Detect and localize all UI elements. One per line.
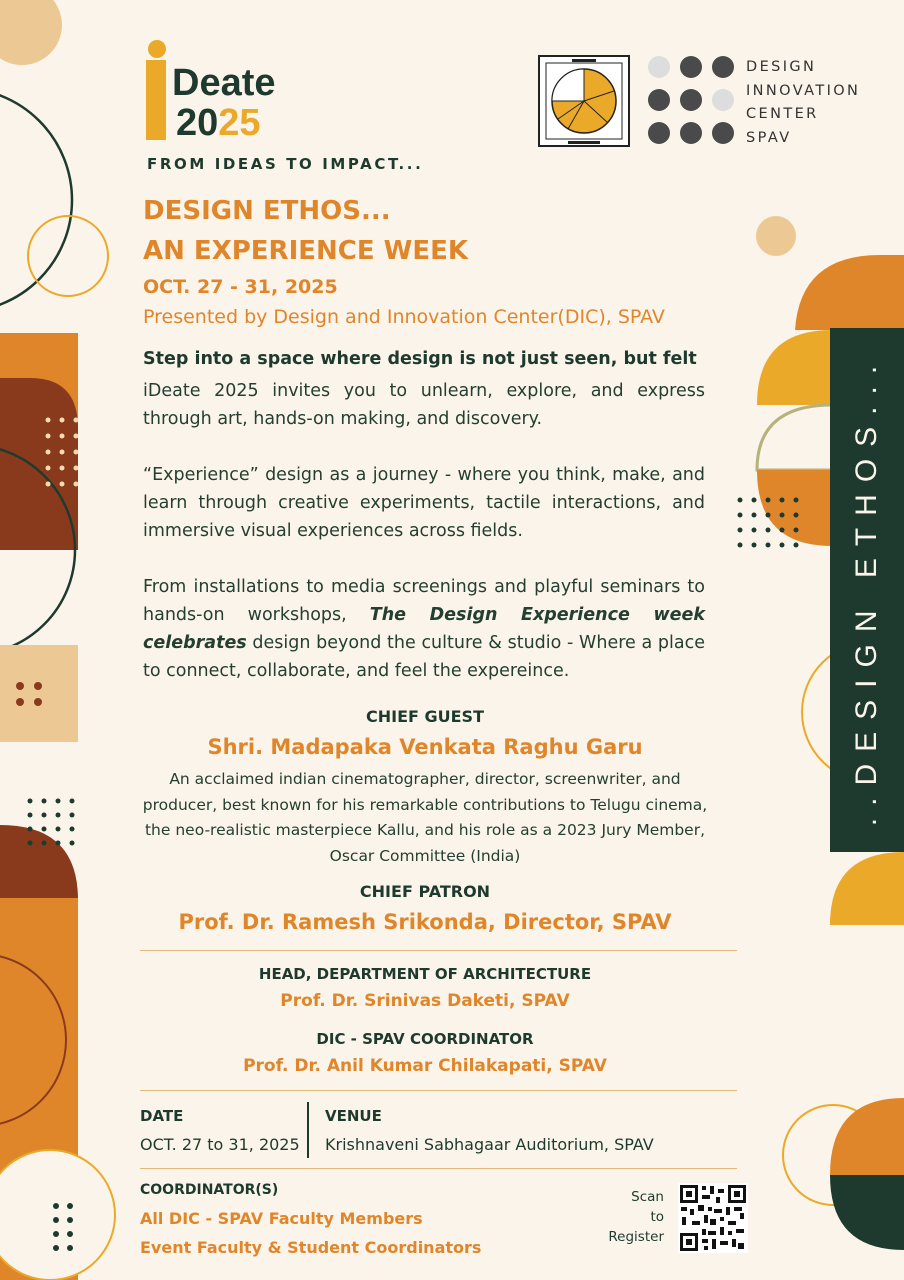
- scan-text: [600, 1187, 664, 1247]
- divider-3: [140, 1168, 737, 1169]
- heading-line-1: DESIGN ETHOS...: [143, 196, 391, 226]
- dic-dots-icon: [645, 55, 740, 147]
- scan-line-2: to: [650, 1209, 664, 1225]
- intro-paragraph-1: iDeate 2025 invites you to unlearn, explore, and express through art, hands-on making, and discovery.: [143, 381, 705, 429]
- decor-dots-right: [735, 495, 805, 550]
- tagline: FROM IDEAS TO IMPACT...: [147, 155, 424, 173]
- spav-emblem-icon: [538, 55, 630, 147]
- ideate-logo: [146, 40, 346, 150]
- decor-dots-left-2: [24, 795, 84, 850]
- vertical-banner: [830, 328, 904, 852]
- scan-line-3: Register: [608, 1229, 664, 1245]
- dic-line-1: DESIGN: [746, 59, 817, 75]
- date-value: OCT. 27 to 31, 2025: [140, 1135, 300, 1154]
- logo-year-prefix: 20: [176, 102, 219, 144]
- chief-guest-bio: An acclaimed indian cinematographer, director, screenwriter, and producer, best known for his remarkable contributions to Telugu cinema, the neo-realistic masterpiece Kallu, and his role as a 2023 Jury Member, Oscar Committee (India): [142, 770, 708, 865]
- decor-dots-left: [40, 410, 80, 500]
- p3-italic: The Design Experience week celebrates: [143, 605, 706, 653]
- chief-guest-name: Shri. Madapaka Venkata Raghu Garu: [207, 735, 643, 759]
- date-venue-separator: [307, 1102, 309, 1158]
- coordinators-line-1: All DIC - SPAV Faculty Members: [140, 1209, 423, 1228]
- logo-dot: [148, 40, 166, 58]
- chief-guest-label: CHIEF GUEST: [365, 707, 484, 726]
- logo-year: [176, 102, 261, 145]
- coordinators-line-2: Event Faculty & Student Coordinators: [140, 1238, 482, 1257]
- dic-line-2: INNOVATION: [746, 82, 861, 99]
- scan-line-1: Scan: [631, 1189, 664, 1205]
- presented-by: Presented by Design and Innovation Center(DIC), SPAV: [143, 306, 665, 328]
- logo-year-suffix: 25: [218, 102, 261, 144]
- heading-line-2: AN EXPERIENCE WEEK: [143, 236, 469, 266]
- dic-line-3: CENTER: [746, 106, 819, 122]
- intro-paragraph-2: “Experience” design as a journey - where you think, make, and learn through creative experiments, tactile interactions, and immersive visual experiences across fields.: [143, 465, 705, 541]
- date-label: DATE: [140, 1107, 184, 1125]
- decor-left: [0, 0, 140, 1280]
- venue-value: Krishnaveni Sabhagaar Auditorium, SPAV: [325, 1135, 654, 1154]
- logo-i-stem: [146, 60, 166, 140]
- decor-dots-left-3: [50, 1200, 90, 1260]
- p3-end: design beyond the culture & studio - Where a place to connect, collaborate, and feel the expereince.: [143, 633, 705, 681]
- head-name: Prof. Dr. Srinivas Daketi, SPAV: [280, 991, 570, 1011]
- chief-patron-label: CHIEF PATRON: [359, 882, 491, 901]
- divider-2: [140, 1090, 737, 1091]
- intro-lead: Step into a space where design is not just seen, but felt: [143, 349, 697, 369]
- dic-line-4: SPAV: [746, 129, 792, 146]
- logo-deate: Deate: [172, 62, 276, 104]
- divider-1: [140, 950, 737, 951]
- coordinators-label: COORDINATOR(S): [140, 1182, 279, 1198]
- event-dates: OCT. 27 - 31, 2025: [143, 276, 338, 298]
- qr-code-icon[interactable]: [678, 1183, 748, 1253]
- venue-label: VENUE: [325, 1107, 382, 1125]
- p3-start: From installations to media screenings and playful seminars to hands-on workshops,: [143, 577, 705, 625]
- intro-paragraph-3: [143, 573, 705, 685]
- dic-logo-text: [746, 56, 860, 150]
- head-label: HEAD, DEPARTMENT OF ARCHITECTURE: [258, 965, 592, 983]
- dic-coordinator-label: DIC - SPAV COORDINATOR: [316, 1030, 534, 1048]
- vertical-banner-text: ..DESIGN ETHOS...: [850, 353, 883, 827]
- dic-coordinator-name: Prof. Dr. Anil Kumar Chilakapati, SPAV: [243, 1056, 607, 1076]
- chief-patron-name: Prof. Dr. Ramesh Srikonda, Director, SPAV: [178, 910, 672, 934]
- intro-block: [143, 349, 705, 685]
